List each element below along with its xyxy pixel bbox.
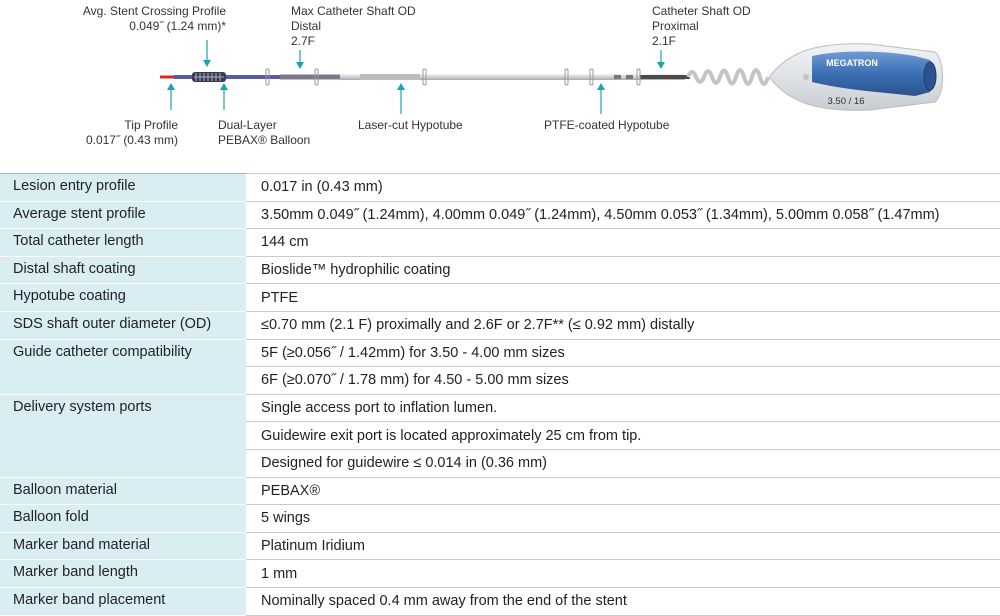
callout-stent-crossing-value: 0.049˝ (1.24 mm)* [129,19,226,33]
spec-value: 144 cm [246,229,1000,257]
spec-row [0,560,1000,588]
spec-value: ≤0.70 mm (2.1 F) proximally and 2.6F or 2.7F** (≤ 0.92 mm) distally [246,311,1000,339]
callout-ptfe-hypotube [544,118,669,133]
catheter-tip [160,76,174,79]
callout-max-shaft-title: Max Catheter Shaft OD [291,4,416,18]
spec-row [0,284,1000,312]
spec-label: Balloon material [0,477,246,505]
spec-label: Distal shaft coating [0,256,246,284]
callout-proximal-shaft-value: 2.1F [652,34,677,48]
callout-proximal-shaft-title: Catheter Shaft OD [652,4,751,18]
spec-value: Nominally spaced 0.4 mm away from the end of the stent [246,587,1000,615]
spec-label: Balloon fold [0,505,246,533]
spec-label: Total catheter length [0,229,246,257]
callout-ptfe-hypotube-label: PTFE-coated Hypotube [544,118,670,132]
spec-value: 1 mm [246,560,1000,588]
spec-row [0,174,1000,202]
spec-row [0,394,1000,422]
spec-row [0,229,1000,257]
spec-label: SDS shaft outer diameter (OD) [0,311,246,339]
spec-value: Designed for guidewire ≤ 0.014 in (0.36 mm) [246,449,1000,477]
handle-logo [803,74,809,80]
callout-balloon [218,118,310,148]
spec-row [0,532,1000,560]
callout-tip-profile-value: 0.017˝ (0.43 mm) [85,133,178,147]
callout-max-shaft-sub: Distal [291,19,322,33]
spec-label: Marker band length [0,560,246,588]
spec-value: 5F (≥0.056˝ / 1.42mm) for 3.50 - 4.00 mm sizes [246,339,1000,367]
spec-row [0,256,1000,284]
spec-value: PEBAX® [246,477,1000,505]
spec-value: Bioslide™ hydrophilic coating [246,256,1000,284]
spec-label: Hypotube coating [0,284,246,312]
callout-tip-profile-title: Tip Profile [124,118,178,132]
callout-laser-hypotube [358,118,463,133]
catheter-diagram [0,0,1000,160]
proximal-hypotube [640,75,690,79]
handle-brand: MEGATRON [826,58,878,68]
callout-max-shaft-value: 2.7F [291,34,316,48]
spec-row [0,477,1000,505]
spec-value: 6F (≥0.070˝ / 1.78 mm) for 4.50 - 5.00 mm sizes [246,367,1000,395]
handle-size: 3.50 / 16 [827,96,865,107]
spec-value: 5 wings [246,505,1000,533]
callout-balloon-line2: PEBAX® Balloon [218,133,311,147]
callout-max-shaft [291,4,416,49]
spec-value: Single access port to inflation lumen. [246,394,1000,422]
strain-relief-spring [688,70,768,84]
callout-balloon-line1: Dual-Layer [218,118,277,132]
spec-row [0,339,1000,367]
callout-stent-crossing [60,4,226,34]
callout-laser-hypotube-label: Laser-cut Hypotube [358,118,463,132]
spec-label: Lesion entry profile [0,174,246,202]
callout-proximal-shaft-sub: Proximal [652,19,699,33]
laser-hypotube-segment [360,74,420,80]
spec-value: 0.017 in (0.43 mm) [246,174,1000,202]
spec-value: Guidewire exit port is located approximately 25 cm from tip. [246,422,1000,450]
specifications-table [0,173,1000,616]
spec-value: PTFE [246,284,1000,312]
spec-label: Guide catheter compatibility [0,339,246,394]
spec-row [0,505,1000,533]
spec-value: Platinum Iridium [246,532,1000,560]
spec-label: Delivery system ports [0,394,246,477]
spec-row [0,311,1000,339]
callout-tip-profile [60,118,178,148]
spec-value: 3.50mm 0.049˝ (1.24mm), 4.00mm 0.049˝ (1.24mm), 4.50mm 0.053˝ (1.34mm), 5.00mm 0.058˝ (1.47mm) [246,201,1000,229]
handle-inflation-port [924,62,936,90]
spec-label: Marker band material [0,532,246,560]
spec-label: Average stent profile [0,201,246,229]
spec-label: Marker band placement [0,587,246,615]
callout-stent-crossing-title: Avg. Stent Crossing Profile [82,4,226,18]
spec-row [0,587,1000,615]
callout-proximal-shaft [652,4,751,49]
spec-row [0,201,1000,229]
specifications-body [0,174,1000,616]
